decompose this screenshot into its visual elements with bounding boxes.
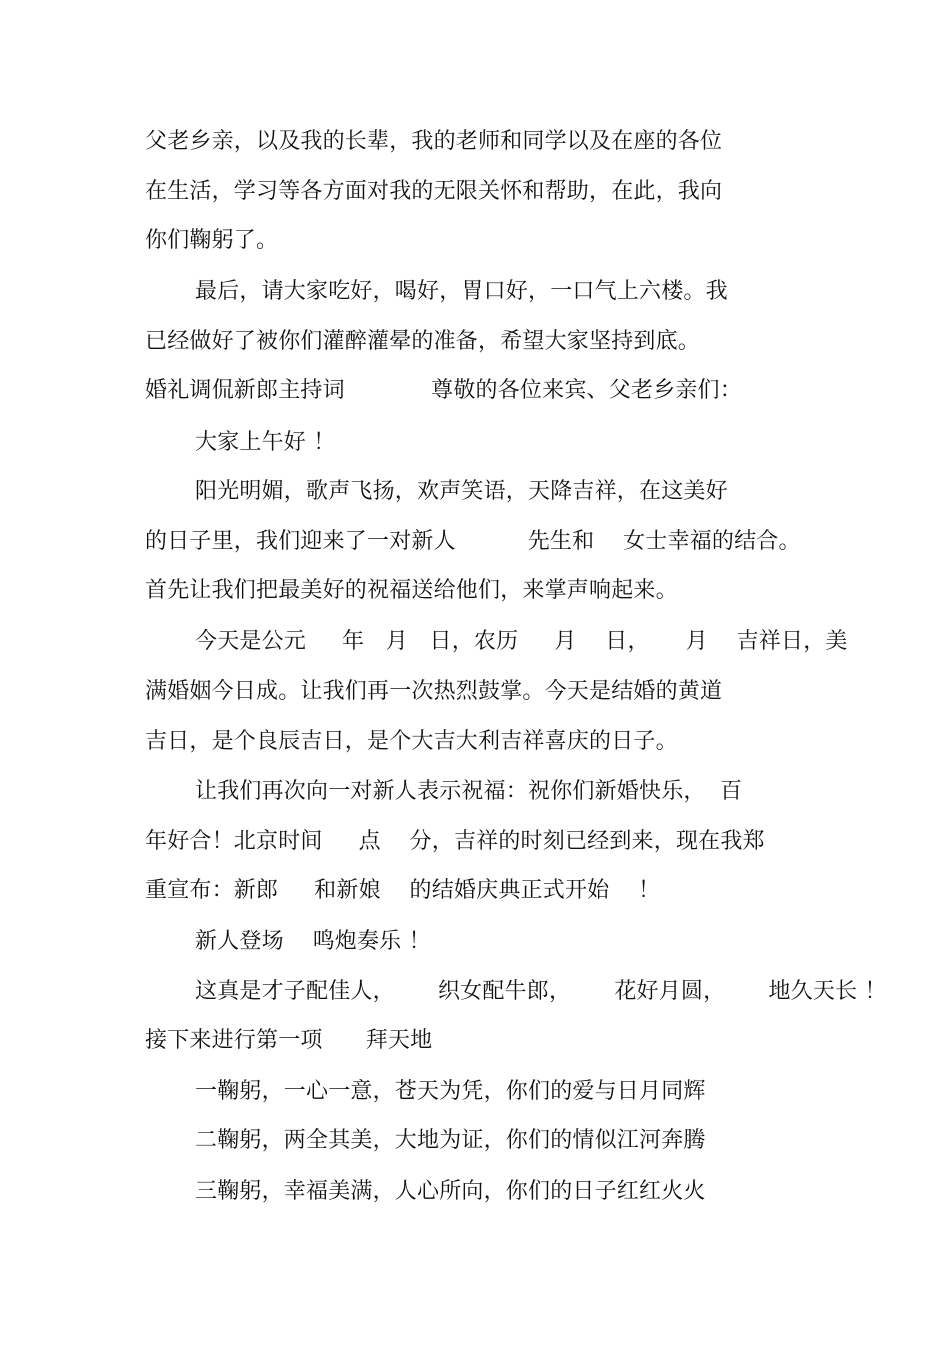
paragraph-start: 三鞠躬，幸福美满，人心所向，你们的日子红红火火	[195, 1179, 706, 1204]
paragraph-start: 最后，请大家吃好，喝好，胃口好，一口气上六楼。我	[195, 279, 728, 304]
text-line: 已经做好了被你们灌醉灌晕的准备，希望大家坚持到底。	[145, 329, 701, 354]
text-line: 你们鞠躬了。	[145, 228, 279, 253]
text-line: 年好合！北京时间 点 分，吉祥的时刻已经到来，现在我郑	[145, 829, 765, 854]
text-line: 在生活，学习等各方面对我的无限关怀和帮助，在此，我向	[145, 179, 723, 204]
paragraph-start: 二鞠躬，两全其美，大地为证，你们的情似江河奔腾	[195, 1128, 706, 1153]
paragraph-start: 让我们再次向一对新人表示祝福：祝你们新婚快乐， 百	[195, 779, 743, 804]
text-line: 重宣布：新郎 和新娘 的结婚庆典正式开始 ！	[145, 878, 661, 903]
paragraph-start: 大家上午好 ！	[195, 430, 336, 455]
paragraph-start: 这真是才子配佳人， 织女配牛郎， 花好月圆， 地久天长 ！	[195, 979, 887, 1004]
paragraph-start: 新人登场 鸣炮奏乐 ！	[195, 929, 431, 954]
heading-line: 婚礼调侃新郎主持词 尊敬的各位来宾、父老乡亲们：	[145, 378, 742, 403]
text-line: 满婚姻今日成。让我们再一次热烈鼓掌。今天是结婚的黄道	[145, 679, 723, 704]
paragraph-start: 阳光明媚，歌声飞扬，欢声笑语，天降吉祥，在这美好	[195, 479, 728, 504]
text-line: 接下来进行第一项 拜天地	[145, 1028, 433, 1053]
text-line: 父老乡亲，以及我的长辈，我的老师和同学以及在座的各位	[145, 129, 723, 154]
paragraph-start: 今天是公元 年 月 日，农历 月 日， 月 吉祥日，美	[195, 629, 848, 654]
paragraph-start: 一鞠躬，一心一意，苍天为凭，你们的爱与日月同辉	[195, 1079, 706, 1104]
text-line: 首先让我们把最美好的祝福送给他们，来掌声响起来。	[145, 578, 678, 603]
text-line: 的日子里，我们迎来了一对新人 先生和 女士幸福的结合。	[145, 529, 801, 554]
text-line: 吉日，是个良辰吉日，是个大吉大利吉祥喜庆的日子。	[145, 729, 678, 754]
